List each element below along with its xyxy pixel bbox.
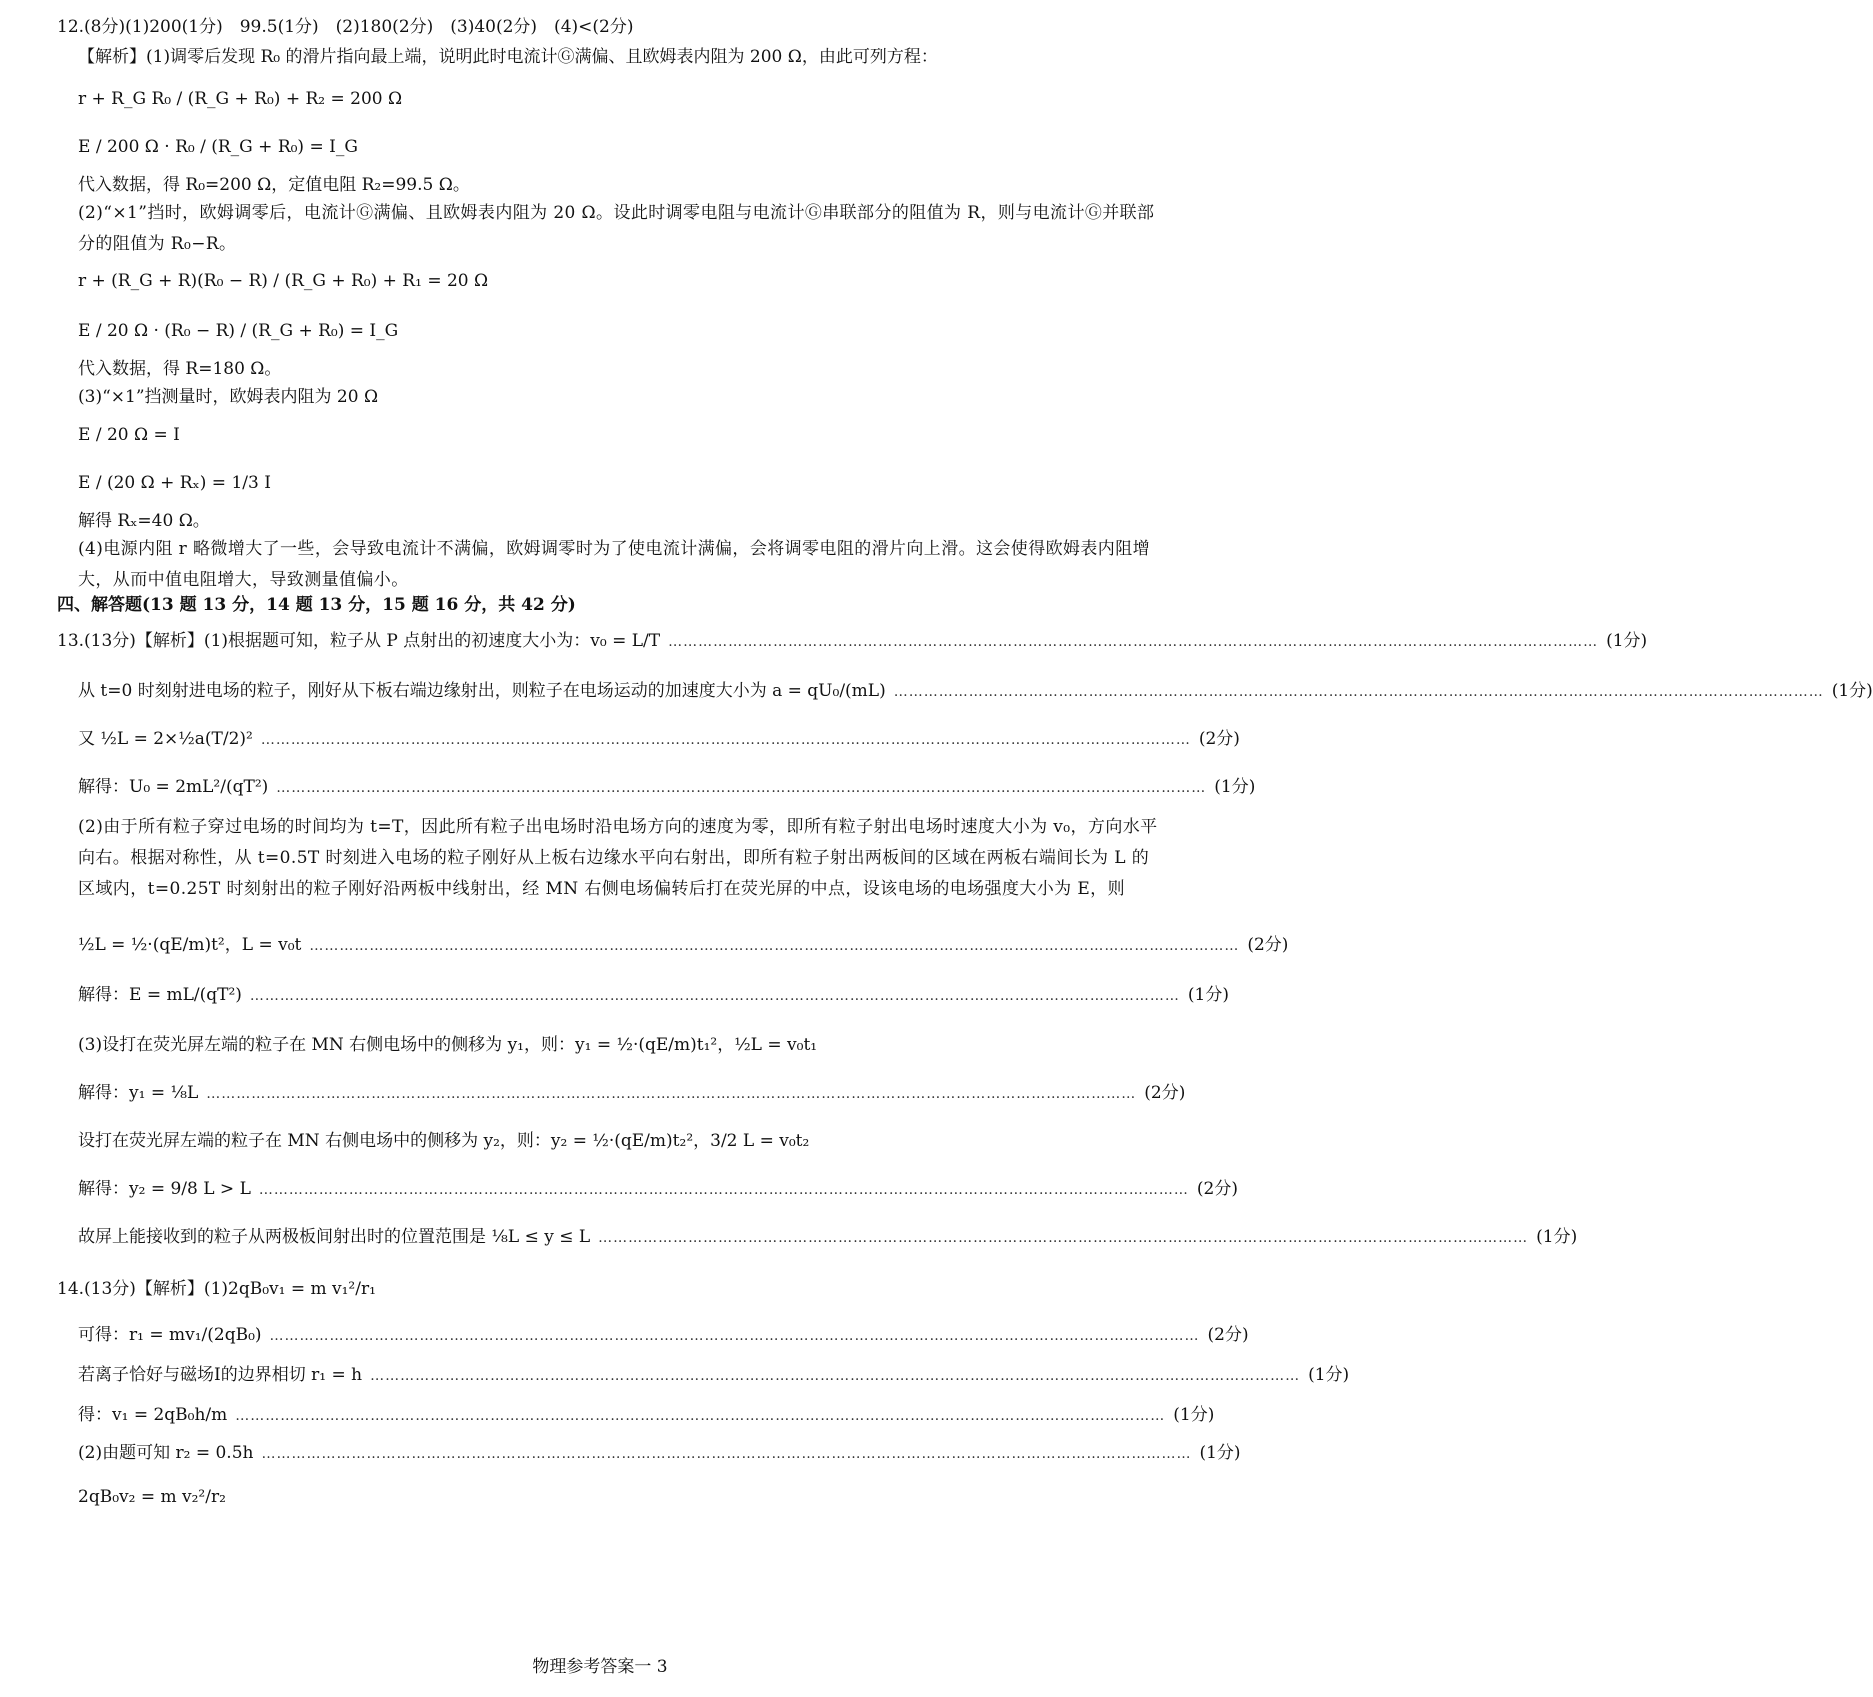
leader-dots: …………………………………………………………………………………………………………………………………………………………………… — [668, 634, 1599, 650]
q13-row-points: (2分) — [1247, 935, 1289, 955]
q13-row-text: 解得：y₂ = 9/8 L > L — [78, 1179, 251, 1199]
q14-score-row — [78, 1322, 1249, 1349]
q13-score-row — [78, 678, 1873, 705]
q13-row-points: (1分) — [1606, 631, 1648, 651]
q14-line: 14.(13分)【解析】(1)2qB₀v₁ = m v₁²/r₁ — [57, 1279, 376, 1299]
page-footer: 物理参考答案一 3 — [532, 1657, 668, 1677]
q14-row-text: 若离子恰好与磁场Ⅰ的边界相切 r₁ = h — [78, 1365, 363, 1385]
q14-row-points: (2分) — [1207, 1325, 1249, 1345]
q12-formula: r + (R_G + R)(R₀ − R) / (R_G + R₀) + R₁ = 20 Ω — [78, 271, 489, 291]
q13-score-row — [57, 628, 1648, 655]
q13-row-points: (1分) — [1536, 1227, 1578, 1247]
q13-row-text: 故屏上能接收到的粒子从两极板间射出时的位置范围是 ⅛L ≤ y ≤ L — [78, 1227, 591, 1247]
leader-dots: …………………………………………………………………………………………………………………………………………………………………… — [261, 1446, 1192, 1462]
section-title: 四、解答题(13 题 13 分，14 题 13 分，15 题 16 分，共 42 分) — [57, 595, 576, 615]
q13-row-points: (1分) — [1831, 681, 1873, 701]
leader-dots: …………………………………………………………………………………………………………………………………………………………………… — [893, 684, 1824, 700]
q13-paragraph: (2)由于所有粒子穿过电场的时间均为 t=T，因此所有粒子出电场时沿电场方向的速度为零，即所有粒子射出电场时速度大小为 v₀，方向水平向右。根据对称性，从 t=0.5T 时刻进入电场的粒子刚好从上板右边缘水平向右射出，即所有粒子射出两板间的区域在两板右端间长为 L 的区域内，t=0.25T 时刻射出的粒子刚好沿两板中线射出，经 MN 右侧电场偏转后打在荧光屏的中点，设该电场的电场强度大小为 E，则 — [78, 817, 1158, 899]
leader-dots: …………………………………………………………………………………………………………………………………………………………………… — [598, 1230, 1529, 1246]
q13-row-text: 解得：U₀ = 2mL²/(qT²) — [78, 777, 269, 797]
q13-row-points: (2分) — [1198, 729, 1240, 749]
q13-score-row — [78, 1176, 1238, 1203]
q12-line: 【解析】(1)调零后发现 R₀ 的滑片指向最上端，说明此时电流计Ⓖ满偏、且欧姆表内阻为 200 Ω，由此可列方程： — [78, 47, 938, 67]
q12-line: 代入数据，得 R=180 Ω。 — [78, 359, 282, 379]
q13-row-text: ½L = ½·(qE/m)t²，L = v₀t — [78, 935, 302, 955]
q13-score-row — [78, 932, 1289, 959]
q12-line: 解得 Rₓ=40 Ω。 — [78, 511, 210, 531]
q12-formula: r + R_G R₀ / (R_G + R₀) + R₂ = 200 Ω — [78, 89, 403, 109]
leader-dots: …………………………………………………………………………………………………………………………………………………………………… — [258, 1182, 1189, 1198]
q13-score-row — [78, 774, 1256, 801]
leader-dots: …………………………………………………………………………………………………………………………………………………………………… — [235, 1408, 1166, 1424]
q13-score-row — [78, 1080, 1186, 1107]
q13-score-row — [78, 982, 1229, 1009]
q12-formula: E / (20 Ω + Rₓ) = 1/3 I — [78, 473, 271, 493]
q13-row-points: (1分) — [1214, 777, 1256, 797]
q13-row-text: 从 t=0 时刻射进电场的粒子，刚好从下板右端边缘射出，则粒子在电场运动的加速度大小为 a = qU₀/(mL) — [78, 681, 886, 701]
q14-line: 2qB₀v₂ = m v₂²/r₂ — [78, 1487, 226, 1507]
leader-dots: …………………………………………………………………………………………………………………………………………………………………… — [206, 1086, 1137, 1102]
q13-score-row — [78, 1224, 1578, 1251]
q14-row-points: (1分) — [1199, 1443, 1241, 1463]
q12-line: (3)“×1”挡测量时，欧姆表内阻为 20 Ω — [78, 387, 379, 407]
q13-row-points: (2分) — [1196, 1179, 1238, 1199]
q12-formula: E / 20 Ω · (R₀ − R) / (R_G + R₀) = I_G — [78, 321, 399, 341]
q12-line: 代入数据，得 R₀=200 Ω，定值电阻 R₂=99.5 Ω。 — [78, 175, 470, 195]
q13-row-points: (1分) — [1187, 985, 1229, 1005]
q14-row-points: (1分) — [1308, 1365, 1350, 1385]
leader-dots: …………………………………………………………………………………………………………………………………………………………………… — [269, 1328, 1200, 1344]
q12-formula: E / 20 Ω = I — [78, 425, 180, 445]
leader-dots: …………………………………………………………………………………………………………………………………………………………………… — [276, 780, 1207, 796]
q14-row-text: 得：v₁ = 2qB₀h/m — [78, 1405, 228, 1425]
q12-paragraph: (2)“×1”挡时，欧姆调零后，电流计Ⓖ满偏、且欧姆表内阻为 20 Ω。设此时调零电阻与电流计Ⓖ串联部分的阻值为 R，则与电流计Ⓖ并联部分的阻值为 R₀−R。 — [78, 203, 1155, 254]
leader-dots: …………………………………………………………………………………………………………………………………………………………………… — [370, 1368, 1301, 1384]
leader-dots: …………………………………………………………………………………………………………………………………………………………………… — [260, 732, 1191, 748]
q12-paragraph: (4)电源内阻 r 略微增大了一些，会导致电流计不满偏，欧姆调零时为了使电流计满偏，会将调零电阻的滑片向上滑。这会使得欧姆表内阻增大，从而中值电阻增大，导致测量值偏小。 — [78, 539, 1151, 590]
q14-row-text: (2)由题可知 r₂ = 0.5h — [78, 1443, 254, 1463]
q12-formula: E / 200 Ω · R₀ / (R_G + R₀) = I_G — [78, 137, 358, 157]
leader-dots: …………………………………………………………………………………………………………………………………………………………………… — [249, 988, 1180, 1004]
q14-score-row — [78, 1402, 1215, 1429]
leader-dots: …………………………………………………………………………………………………………………………………………………………………… — [309, 938, 1240, 954]
q13-line: (3)设打在荧光屏左端的粒子在 MN 右侧电场中的侧移为 y₁，则：y₁ = ½·(qE/m)t₁²，½L = v₀t₁ — [78, 1035, 818, 1055]
q13-score-row — [78, 726, 1240, 753]
q12-header: 12.(8分)(1)200(1分) 99.5(1分) (2)180(2分) (3)40(2分) (4)<(2分) — [57, 17, 634, 37]
q14-row-text: 可得：r₁ = mv₁/(2qB₀) — [78, 1325, 262, 1345]
q14-score-row — [78, 1362, 1350, 1389]
q13-row-points: (2分) — [1144, 1083, 1186, 1103]
q13-line: 设打在荧光屏左端的粒子在 MN 右侧电场中的侧移为 y₂，则：y₂ = ½·(qE/m)t₂²，3/2 L = v₀t₂ — [78, 1131, 810, 1151]
q13-row-text: 13.(13分)【解析】(1)根据题可知，粒子从 P 点射出的初速度大小为：v₀ = L/T — [57, 631, 661, 651]
q13-row-text: 又 ½L = 2×½a(T/2)² — [78, 729, 253, 749]
q14-score-row — [78, 1440, 1241, 1467]
q13-row-text: 解得：y₁ = ⅛L — [78, 1083, 199, 1103]
q14-row-points: (1分) — [1173, 1405, 1215, 1425]
q13-row-text: 解得：E = mL/(qT²) — [78, 985, 242, 1005]
